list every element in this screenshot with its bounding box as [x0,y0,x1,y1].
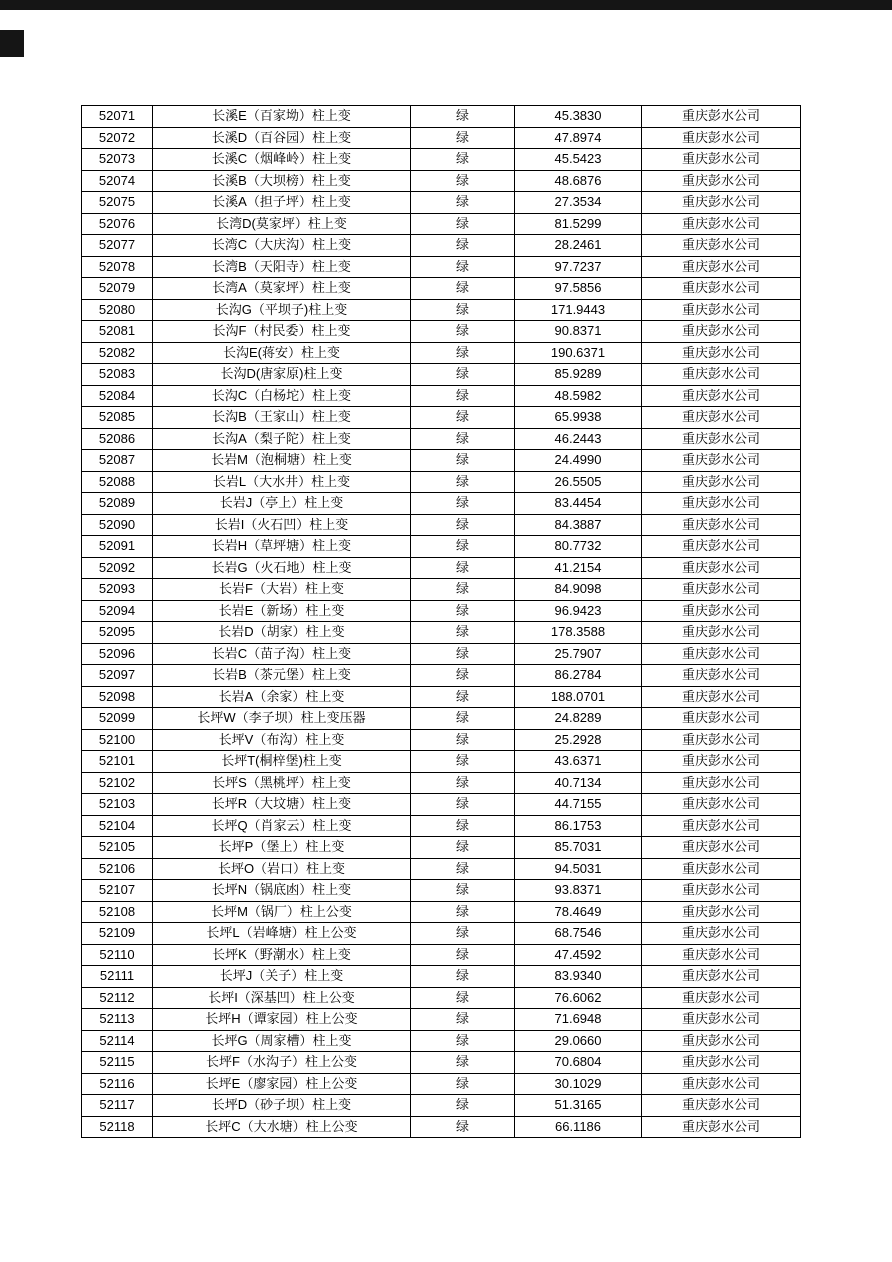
cell-company: 重庆彭水公司 [642,794,801,816]
cell-value: 80.7732 [515,536,642,558]
cell-company: 重庆彭水公司 [642,213,801,235]
cell-value: 24.8289 [515,708,642,730]
corner-mark [0,30,24,57]
cell-status: 绿 [411,493,515,515]
cell-value: 27.3534 [515,192,642,214]
cell-value: 45.5423 [515,149,642,171]
table-row [82,557,801,579]
cell-company: 重庆彭水公司 [642,686,801,708]
cell-id: 52116 [82,1073,153,1095]
cell-company: 重庆彭水公司 [642,880,801,902]
cell-name: 长坪G（周家槽）柱上变 [153,1030,411,1052]
cell-id: 52106 [82,858,153,880]
cell-status: 绿 [411,987,515,1009]
table-row [82,428,801,450]
cell-name: 长沟B（王家山）柱上变 [153,407,411,429]
cell-id: 52092 [82,557,153,579]
cell-status: 绿 [411,557,515,579]
cell-id: 52084 [82,385,153,407]
cell-company: 重庆彭水公司 [642,815,801,837]
cell-id: 52112 [82,987,153,1009]
cell-name: 长岩L（大水井）柱上变 [153,471,411,493]
cell-value: 96.9423 [515,600,642,622]
cell-value: 78.4649 [515,901,642,923]
cell-status: 绿 [411,1052,515,1074]
cell-name: 长坪L（岩峰塘）柱上公变 [153,923,411,945]
cell-value: 188.0701 [515,686,642,708]
cell-value: 171.9443 [515,299,642,321]
cell-value: 97.7237 [515,256,642,278]
cell-status: 绿 [411,364,515,386]
cell-value: 26.5505 [515,471,642,493]
cell-status: 绿 [411,256,515,278]
cell-company: 重庆彭水公司 [642,944,801,966]
cell-id: 52086 [82,428,153,450]
cell-id: 52080 [82,299,153,321]
cell-name: 长坪H（谭家园）柱上公变 [153,1009,411,1031]
cell-status: 绿 [411,837,515,859]
table-row [82,987,801,1009]
table-row [82,1009,801,1031]
cell-status: 绿 [411,149,515,171]
cell-company: 重庆彭水公司 [642,729,801,751]
cell-value: 25.2928 [515,729,642,751]
cell-value: 48.6876 [515,170,642,192]
cell-status: 绿 [411,600,515,622]
cell-company: 重庆彭水公司 [642,643,801,665]
cell-name: 长沟D(唐家原)柱上变 [153,364,411,386]
cell-name: 长坪Q（肖家云）柱上变 [153,815,411,837]
cell-company: 重庆彭水公司 [642,256,801,278]
cell-company: 重庆彭水公司 [642,407,801,429]
cell-id: 52074 [82,170,153,192]
cell-company: 重庆彭水公司 [642,170,801,192]
cell-id: 52090 [82,514,153,536]
cell-name: 长坪N（锅底凼）柱上变 [153,880,411,902]
cell-id: 52091 [82,536,153,558]
table-row [82,342,801,364]
table-row [82,471,801,493]
cell-name: 长岩F（大岩）柱上变 [153,579,411,601]
table-row [82,1095,801,1117]
cell-id: 52113 [82,1009,153,1031]
cell-company: 重庆彭水公司 [642,1052,801,1074]
cell-name: 长沟C（白杨坨）柱上变 [153,385,411,407]
cell-id: 52096 [82,643,153,665]
top-scan-bar [0,0,892,10]
cell-company: 重庆彭水公司 [642,858,801,880]
cell-name: 长岩A（余家）柱上变 [153,686,411,708]
cell-name: 长坪T(桐梓堡)柱上变 [153,751,411,773]
cell-name: 长坪E（廖家园）柱上公变 [153,1073,411,1095]
cell-status: 绿 [411,235,515,257]
cell-id: 52099 [82,708,153,730]
cell-status: 绿 [411,278,515,300]
cell-status: 绿 [411,708,515,730]
cell-status: 绿 [411,450,515,472]
cell-value: 70.6804 [515,1052,642,1074]
table-row [82,256,801,278]
cell-id: 52109 [82,923,153,945]
cell-name: 长岩E（新场）柱上变 [153,600,411,622]
cell-value: 29.0660 [515,1030,642,1052]
cell-name: 长坪J（关子）柱上变 [153,966,411,988]
cell-company: 重庆彭水公司 [642,536,801,558]
cell-status: 绿 [411,1095,515,1117]
cell-company: 重庆彭水公司 [642,321,801,343]
cell-status: 绿 [411,772,515,794]
cell-status: 绿 [411,944,515,966]
cell-company: 重庆彭水公司 [642,901,801,923]
cell-status: 绿 [411,536,515,558]
cell-company: 重庆彭水公司 [642,1095,801,1117]
cell-status: 绿 [411,622,515,644]
table-row [82,944,801,966]
cell-name: 长沟G（平坝子)柱上变 [153,299,411,321]
cell-company: 重庆彭水公司 [642,837,801,859]
cell-id: 52102 [82,772,153,794]
cell-status: 绿 [411,407,515,429]
table-row [82,235,801,257]
cell-name: 长溪C（烟峰岭）柱上变 [153,149,411,171]
cell-id: 52111 [82,966,153,988]
cell-value: 47.4592 [515,944,642,966]
table-row [82,880,801,902]
cell-value: 97.5856 [515,278,642,300]
table-row [82,493,801,515]
cell-name: 长湾D(莫家坪）柱上变 [153,213,411,235]
cell-name: 长岩J（亭上）柱上变 [153,493,411,515]
table-row [82,600,801,622]
table-row [82,1030,801,1052]
cell-value: 25.7907 [515,643,642,665]
cell-name: 长岩M（泡桐塘）柱上变 [153,450,411,472]
cell-name: 长岩G（火石地）柱上变 [153,557,411,579]
table-row [82,321,801,343]
table-row [82,837,801,859]
cell-status: 绿 [411,579,515,601]
cell-status: 绿 [411,643,515,665]
cell-value: 84.9098 [515,579,642,601]
cell-company: 重庆彭水公司 [642,106,801,128]
table-row [82,407,801,429]
cell-status: 绿 [411,127,515,149]
cell-value: 85.9289 [515,364,642,386]
cell-status: 绿 [411,880,515,902]
cell-company: 重庆彭水公司 [642,1009,801,1031]
cell-value: 94.5031 [515,858,642,880]
cell-id: 52079 [82,278,153,300]
cell-status: 绿 [411,923,515,945]
table-row [82,858,801,880]
table-row [82,213,801,235]
cell-value: 83.9340 [515,966,642,988]
cell-id: 52075 [82,192,153,214]
cell-company: 重庆彭水公司 [642,1116,801,1138]
table-row [82,665,801,687]
table-row [82,106,801,128]
cell-id: 52098 [82,686,153,708]
cell-status: 绿 [411,170,515,192]
cell-id: 52083 [82,364,153,386]
cell-id: 52088 [82,471,153,493]
cell-id: 52101 [82,751,153,773]
cell-id: 52078 [82,256,153,278]
cell-id: 52077 [82,235,153,257]
cell-company: 重庆彭水公司 [642,966,801,988]
cell-company: 重庆彭水公司 [642,1073,801,1095]
cell-status: 绿 [411,858,515,880]
cell-value: 76.6062 [515,987,642,1009]
cell-company: 重庆彭水公司 [642,708,801,730]
table-row [82,966,801,988]
cell-id: 52076 [82,213,153,235]
table-row [82,1073,801,1095]
data-table [81,105,801,1138]
cell-status: 绿 [411,1073,515,1095]
cell-name: 长坪D（砂子坝）柱上变 [153,1095,411,1117]
cell-status: 绿 [411,729,515,751]
cell-id: 52071 [82,106,153,128]
table-row [82,170,801,192]
cell-id: 52095 [82,622,153,644]
table-row [82,364,801,386]
cell-name: 长岩B（茶元堡）柱上变 [153,665,411,687]
cell-company: 重庆彭水公司 [642,342,801,364]
table-row [82,751,801,773]
cell-company: 重庆彭水公司 [642,299,801,321]
cell-name: 长坪S（黑桃坪）柱上变 [153,772,411,794]
table-row [82,1116,801,1138]
cell-id: 52118 [82,1116,153,1138]
cell-value: 86.1753 [515,815,642,837]
cell-id: 52085 [82,407,153,429]
cell-status: 绿 [411,751,515,773]
cell-name: 长湾A（莫家坪）柱上变 [153,278,411,300]
cell-status: 绿 [411,794,515,816]
cell-value: 71.6948 [515,1009,642,1031]
cell-id: 52105 [82,837,153,859]
cell-status: 绿 [411,213,515,235]
table-row [82,450,801,472]
cell-value: 46.2443 [515,428,642,450]
cell-id: 52115 [82,1052,153,1074]
cell-company: 重庆彭水公司 [642,923,801,945]
cell-company: 重庆彭水公司 [642,493,801,515]
cell-name: 长沟A（梨子陀）柱上变 [153,428,411,450]
cell-value: 44.7155 [515,794,642,816]
cell-name: 长坪C（大水塘）柱上公变 [153,1116,411,1138]
cell-name: 长坪O（岩口）柱上变 [153,858,411,880]
cell-status: 绿 [411,1030,515,1052]
table-row [82,729,801,751]
cell-company: 重庆彭水公司 [642,278,801,300]
cell-company: 重庆彭水公司 [642,471,801,493]
cell-status: 绿 [411,321,515,343]
cell-status: 绿 [411,1116,515,1138]
cell-name: 长坪I（深基凹）柱上公变 [153,987,411,1009]
cell-name: 长湾C（大庆沟）柱上变 [153,235,411,257]
cell-id: 52097 [82,665,153,687]
table-row [82,299,801,321]
cell-company: 重庆彭水公司 [642,557,801,579]
cell-name: 长坪F（水沟子）柱上公变 [153,1052,411,1074]
cell-id: 52094 [82,600,153,622]
cell-name: 长岩I（火石凹）柱上变 [153,514,411,536]
table-row [82,794,801,816]
cell-id: 52100 [82,729,153,751]
cell-company: 重庆彭水公司 [642,665,801,687]
table-row [82,514,801,536]
table-row [82,385,801,407]
cell-value: 190.6371 [515,342,642,364]
cell-value: 85.7031 [515,837,642,859]
cell-id: 52110 [82,944,153,966]
cell-company: 重庆彭水公司 [642,192,801,214]
cell-status: 绿 [411,966,515,988]
cell-value: 47.8974 [515,127,642,149]
cell-status: 绿 [411,665,515,687]
cell-status: 绿 [411,514,515,536]
table-row [82,772,801,794]
cell-id: 52114 [82,1030,153,1052]
cell-company: 重庆彭水公司 [642,772,801,794]
cell-value: 40.7134 [515,772,642,794]
cell-value: 68.7546 [515,923,642,945]
cell-id: 52104 [82,815,153,837]
table-row [82,643,801,665]
cell-id: 52087 [82,450,153,472]
table-row [82,149,801,171]
cell-company: 重庆彭水公司 [642,987,801,1009]
cell-status: 绿 [411,428,515,450]
cell-name: 长沟E(蒋安）柱上变 [153,342,411,364]
cell-name: 长坪V（布沟）柱上变 [153,729,411,751]
cell-status: 绿 [411,106,515,128]
cell-id: 52093 [82,579,153,601]
cell-name: 长坪R（大坟塘）柱上变 [153,794,411,816]
cell-company: 重庆彭水公司 [642,751,801,773]
cell-value: 24.4990 [515,450,642,472]
cell-value: 86.2784 [515,665,642,687]
table-row [82,901,801,923]
cell-company: 重庆彭水公司 [642,600,801,622]
table-row [82,686,801,708]
cell-value: 90.8371 [515,321,642,343]
cell-name: 长溪D（百谷园）柱上变 [153,127,411,149]
cell-id: 52089 [82,493,153,515]
cell-name: 长坪K（野潮水）柱上变 [153,944,411,966]
cell-value: 28.2461 [515,235,642,257]
cell-status: 绿 [411,471,515,493]
table-row [82,278,801,300]
cell-status: 绿 [411,299,515,321]
cell-status: 绿 [411,901,515,923]
cell-value: 83.4454 [515,493,642,515]
cell-company: 重庆彭水公司 [642,514,801,536]
cell-company: 重庆彭水公司 [642,579,801,601]
cell-value: 65.9938 [515,407,642,429]
table-row [82,708,801,730]
table-row [82,815,801,837]
table-row [82,622,801,644]
cell-value: 93.8371 [515,880,642,902]
cell-id: 52073 [82,149,153,171]
cell-company: 重庆彭水公司 [642,385,801,407]
cell-id: 52117 [82,1095,153,1117]
table-body [82,106,801,1138]
cell-value: 48.5982 [515,385,642,407]
table-row [82,1052,801,1074]
cell-name: 长沟F（村民委）柱上变 [153,321,411,343]
cell-status: 绿 [411,686,515,708]
cell-id: 52072 [82,127,153,149]
cell-id: 52107 [82,880,153,902]
cell-company: 重庆彭水公司 [642,364,801,386]
cell-company: 重庆彭水公司 [642,622,801,644]
cell-status: 绿 [411,192,515,214]
cell-name: 长岩H（草坪塘）柱上变 [153,536,411,558]
cell-company: 重庆彭水公司 [642,235,801,257]
cell-value: 41.2154 [515,557,642,579]
table-row [82,192,801,214]
table-row [82,923,801,945]
cell-name: 长岩D（胡家）柱上变 [153,622,411,644]
cell-value: 30.1029 [515,1073,642,1095]
cell-status: 绿 [411,1009,515,1031]
cell-id: 52103 [82,794,153,816]
cell-id: 52082 [82,342,153,364]
cell-name: 长岩C（苗子沟）柱上变 [153,643,411,665]
cell-value: 178.3588 [515,622,642,644]
cell-company: 重庆彭水公司 [642,428,801,450]
cell-name: 长溪B（大坝榜）柱上变 [153,170,411,192]
cell-status: 绿 [411,815,515,837]
table-row [82,536,801,558]
cell-status: 绿 [411,385,515,407]
cell-value: 84.3887 [515,514,642,536]
cell-company: 重庆彭水公司 [642,450,801,472]
cell-value: 81.5299 [515,213,642,235]
cell-company: 重庆彭水公司 [642,149,801,171]
cell-name: 长坪M（锅厂）柱上公变 [153,901,411,923]
cell-company: 重庆彭水公司 [642,1030,801,1052]
table-row [82,127,801,149]
cell-status: 绿 [411,342,515,364]
cell-name: 长溪A（担子坪）柱上变 [153,192,411,214]
cell-name: 长溪E（百家坳）柱上变 [153,106,411,128]
cell-company: 重庆彭水公司 [642,127,801,149]
cell-value: 45.3830 [515,106,642,128]
cell-name: 长坪P（堡上）柱上变 [153,837,411,859]
cell-name: 长湾B（天阳寺）柱上变 [153,256,411,278]
cell-value: 66.1186 [515,1116,642,1138]
cell-value: 43.6371 [515,751,642,773]
cell-value: 51.3165 [515,1095,642,1117]
cell-id: 52081 [82,321,153,343]
cell-id: 52108 [82,901,153,923]
cell-name: 长坪W（李子坝）柱上变压器 [153,708,411,730]
table-row [82,579,801,601]
